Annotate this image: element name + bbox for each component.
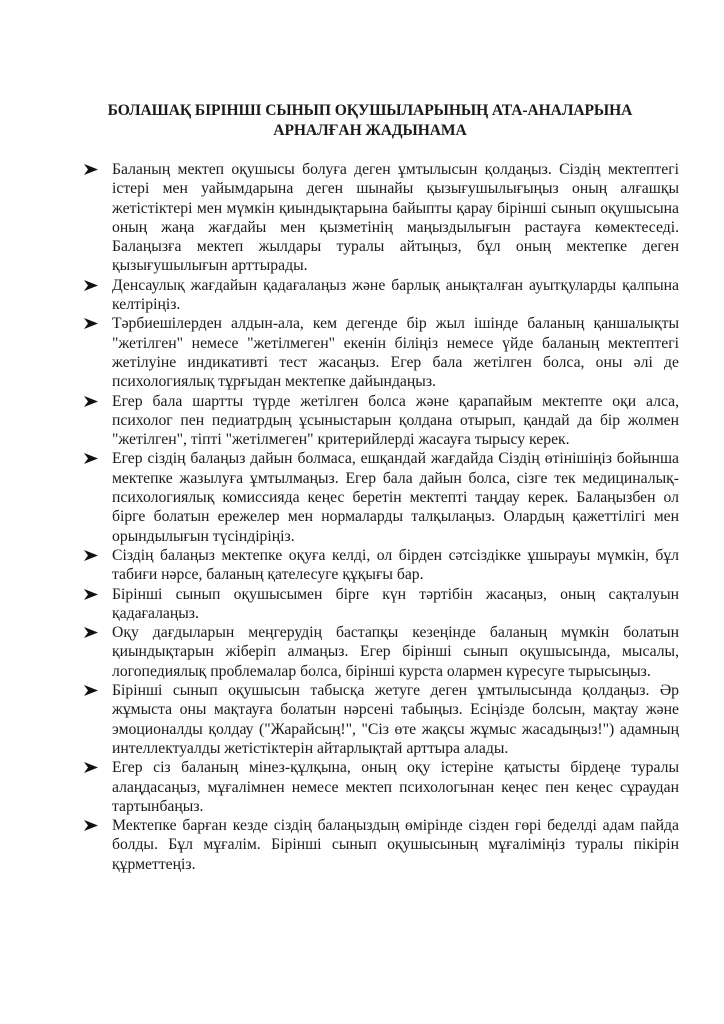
list-item-text: Сіздің балаңыз мектепке оқуға келді, ол бірден сәтсіздікке ұшырауы мүмкін, бұл табиғи нәрсе, баланың қателесуге құқығы бар. <box>112 546 679 584</box>
list-item-text: Бірінші сынып оқушысымен бірге күн тәртібін жасаңыз, оның сақталуын қадағалаңыз. <box>112 585 679 622</box>
title-line-2: АРНАЛҒАН ЖАДЫНАМА <box>273 122 467 139</box>
list-item-text: Егер бала шартты түрде жетілген болса және қарапайым мектепте оқи алса, психолог пен педиатрдың ұсыныстарын қолдана отырып, қандай да бір жолмен "жетілген", тіпті "жетілмеген" критерийлерді жасауға тырысу керек. <box>112 392 679 449</box>
list-item <box>84 758 679 816</box>
list-item-text: Баланың мектеп оқушысы болуға деген ұмтылысын қолдаңыз. Сіздің мектептегі істері мен уайымдарына деген шынайы қызығушылығыңыз оның алғашқы жетістіктері мен мүмкін қиындықтарына байыпты қарау бірінші сынып оқушысына оның жаңа жағдайы мен қызметінің маңыздылығын растауға көмектеседі. Балаңызға мектеп жылдары туралы айтыңыз, бұл оның мектепке деген қызығушылығын арттырады. <box>112 161 679 275</box>
arrowhead-bullet-icon <box>84 392 100 411</box>
list-item <box>84 681 679 758</box>
arrowhead-bullet-icon <box>84 623 100 642</box>
arrowhead-bullet-icon <box>84 314 100 333</box>
list-item <box>84 160 679 276</box>
list-item-text: Тәрбиешілерден алдын-ала, кем дегенде бір жыл ішінде баланың қаншалықты "жетілген" немесе "жетілмеген" екенін біліңіз немесе үйде баланың мектептегі жетілуіне индикативті тест жасаңыз. Егер бала жетілген болса, оны әлі де психологиялық тұрғыдан мектепке дайындаңыз. <box>112 315 679 391</box>
arrowhead-bullet-icon <box>84 585 100 604</box>
arrowhead-bullet-icon <box>84 276 100 295</box>
list-item <box>84 314 679 391</box>
list-item <box>84 449 679 545</box>
list-item-text: Бірінші сынып оқушысын табысқа жетуге деген ұмтылысында қолдаңыз. Әр жұмыста оны мақтауға болатын нәрсені табыңыз. Есіңізде болсын, мақтау және эмоционалды қолдау ("Жарайсың!", "Сіз өте жақсы жұмыс жасадыңыз!") адамның интеллектуалды жетістіктерін айтарлықтай арттыра алады. <box>112 682 679 757</box>
memo-list <box>84 160 679 874</box>
arrowhead-bullet-icon <box>84 816 100 835</box>
arrowhead-bullet-icon <box>84 160 100 179</box>
list-item <box>84 585 679 624</box>
document-title <box>60 101 680 141</box>
list-item <box>84 392 679 450</box>
arrowhead-bullet-icon <box>84 758 100 777</box>
list-item-text: Егер сіздің балаңыз дайын болмаса, ешқандай жағдайда Сіздің өтінішіңіз бойынша мектепке жазылуға ұмтылмаңыз. Егер бала дайын болса, сізге тек медициналық-психологиялық комиссияда кеңес беретін мектепті таңдау керек. Балаңызбен ол бірге болатын ережелер мен нормаларды талқылаңыз. Олардың қажеттілігі мен орындылығын түсіндіріңіз. <box>112 450 679 545</box>
list-item <box>84 546 679 585</box>
list-item-text: Денсаулық жағдайын қадағалаңыз және барлық анықталған ауытқуларды қалпына келтіріңіз. <box>112 276 679 314</box>
list-item <box>84 816 679 874</box>
arrowhead-bullet-icon <box>84 449 100 468</box>
arrowhead-bullet-icon <box>84 681 100 700</box>
list-item <box>84 276 679 315</box>
list-item-text: Егер сіз баланың мінез-құлқына, оның оқу істеріне қатысты бірдеңе туралы алаңдасаңыз, мұғалімнен немесе мектеп психологынан кеңес пен кеңес сұраудан тартынбаңыз. <box>112 759 679 815</box>
list-item-text: Мектепке барған кезде сіздің балаңыздың өмірінде сізден гөрі беделді адам пайда болды. Бұл мұғалім. Бірінші сынып оқушысының мұғаліміңіз туралы пікірін құрметтеңіз. <box>112 817 679 873</box>
list-item <box>84 623 679 681</box>
list-item-text: Оқу дағдыларын меңгерудің бастапқы кезеңінде баланың мүмкін болатын қиындықтарын жіберіп алмаңыз. Егер бірінші сынып оқушысында, мысалы, логопедиялық проблемалар болса, бірінші курста олармен күресуге тырысыңыз. <box>112 624 679 680</box>
title-line-1: БОЛАШАҚ БІРІНШІ СЫНЫП ОҚУШЫЛАРЫНЫҢ АТА-АНАЛАРЫНА <box>107 102 633 119</box>
arrowhead-bullet-icon <box>84 546 100 565</box>
